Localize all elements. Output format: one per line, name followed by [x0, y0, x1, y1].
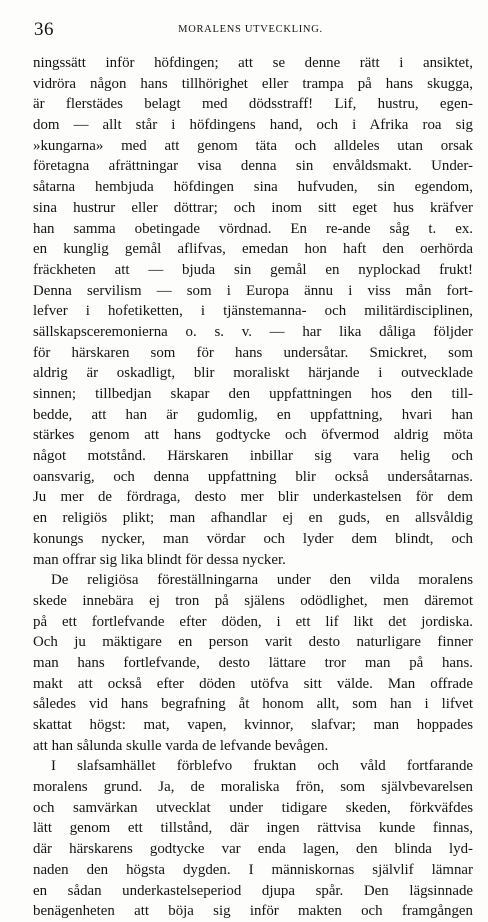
text-line: lätt genom ett tillstånd, där ingen rättvisa kunde finnas, [33, 820, 473, 837]
text-line: är flerstädes belagt med dödsstraff! Lif, hustru, egen- [33, 96, 473, 113]
text-line: man offrar sig lika blindt för dessa nycker. [33, 551, 286, 568]
text-line: man hans fortlefvande, desto lättare tror man på hans. [33, 654, 473, 671]
text-line: en kunglig gemål aflifvas, emedan hon haft den oerhörda [33, 241, 473, 258]
text-line: Denna servilism — som i Europa ännu i viss mån fort- [33, 282, 473, 299]
text-line: skattat högst: mat, vapen, kvinnor, slafvar; man hoppades [33, 717, 473, 733]
paragraph-first-line: De religiösa föreställningarna under den vilda moralens [51, 572, 473, 589]
text-line: stärkes genom att hans godtycke och öfvermod aldrig möta [33, 427, 473, 444]
text-line: vidröra någon hans tillhörighet eller trampa på hans skugga, [33, 75, 473, 92]
text-line: oansvarig, och denna uppfattning blir också undersåtarnas. [33, 468, 473, 485]
text-line: Och ju mäktigare en person varit desto naturligare finner [33, 634, 473, 651]
text-line: en sådan underkastelseperiod djupa spår. Den lägsinnade [33, 882, 473, 899]
running-title: MORALENS UTVECKLING. [178, 24, 323, 35]
running-head [33, 18, 468, 42]
text-line: »kungarna» med att genom täta och alldeles utan orsak [33, 137, 473, 154]
text-line: dom — allt står i höfdingens hand, och i Afrika roa sig [33, 117, 473, 134]
text-line: konungs nycker, man vördar och lyder dem blindt, och [33, 530, 473, 547]
text-line: naden den högsta dygden. I människornas självlif lämnar [33, 861, 473, 878]
text-line: aldrig är oskadligt, blir moraliskt härjande i outvecklade [33, 365, 473, 382]
text-line: således vid hans begrafning åt honom allt, som han i lifvet [33, 696, 473, 713]
text-line: skede innebära ej tron på själens odödlighet, men däremot [33, 592, 473, 609]
body-text [33, 53, 473, 922]
text-line: företagna afrättningar visa denna sin envåldsmakt. Under- [33, 158, 473, 175]
text-line: sinnen; tillbedjan skapar den uppfattningen hos den till- [33, 386, 473, 402]
text-line: Ju mer de fördraga, desto mer blir underkastelsen för dem [33, 489, 473, 506]
page-number: 36 [34, 19, 54, 40]
text-line: ningssätt inför höfdingen; att se denne rätt i ansiktet, [33, 55, 473, 71]
text-line: bedde, att han är gudomlig, en uppfattning, hvari han [33, 406, 473, 423]
text-line: för härskaren som för hans undersåtar. Smickret, som [33, 344, 473, 361]
text-line: sällskapsceremonierna o. s. v. — har lika dåliga följder [33, 323, 473, 340]
text-line: på ett fortlefvande efter döden, i ett lif likt det jordiska. [33, 613, 473, 630]
text-line: lefver i hofetiketten, i tjänstemanna- och militärdisciplinen, [33, 303, 473, 320]
text-line: såtarna hembjuda höfdingen sina hufvuden, sin egendom, [33, 179, 473, 196]
text-line: moralens grund. Ja, de moraliska frön, som självbevarelsen [33, 779, 473, 796]
text-line: makt att också efter döden utöfva sitt välde. Man offrade [33, 675, 473, 692]
text-line: en religiös plikt; man afhandlar ej en guds, en allsvåldig [33, 510, 473, 527]
text-line: och samvärkan utvecklat under tidigare skeden, förkväfdes [33, 799, 473, 816]
text-line: han samma obetingade vördnad. En re-ande såg t. ex. [33, 220, 473, 237]
text-line: något motstånd. Härskaren inbillar sig vara helig och [33, 448, 473, 465]
text-line: benägenheten att böja sig inför makten och framgången [33, 903, 473, 920]
text-line: sina hustrur eller döttrar; och inom sitt eget hus kräfver [33, 199, 473, 216]
text-line: att han sålunda skulle varda de lefvande bevågen. [33, 737, 329, 754]
paragraph-first-line: I slafsamhället förblefvo fruktan och våld fortfarande [51, 758, 473, 775]
text-line: fräckheten att — bjuda sin gemål en nyplockad frukt! [33, 261, 473, 278]
text-line: där härskarens godtycke var enda lagen, den blinda lyd- [33, 841, 473, 858]
